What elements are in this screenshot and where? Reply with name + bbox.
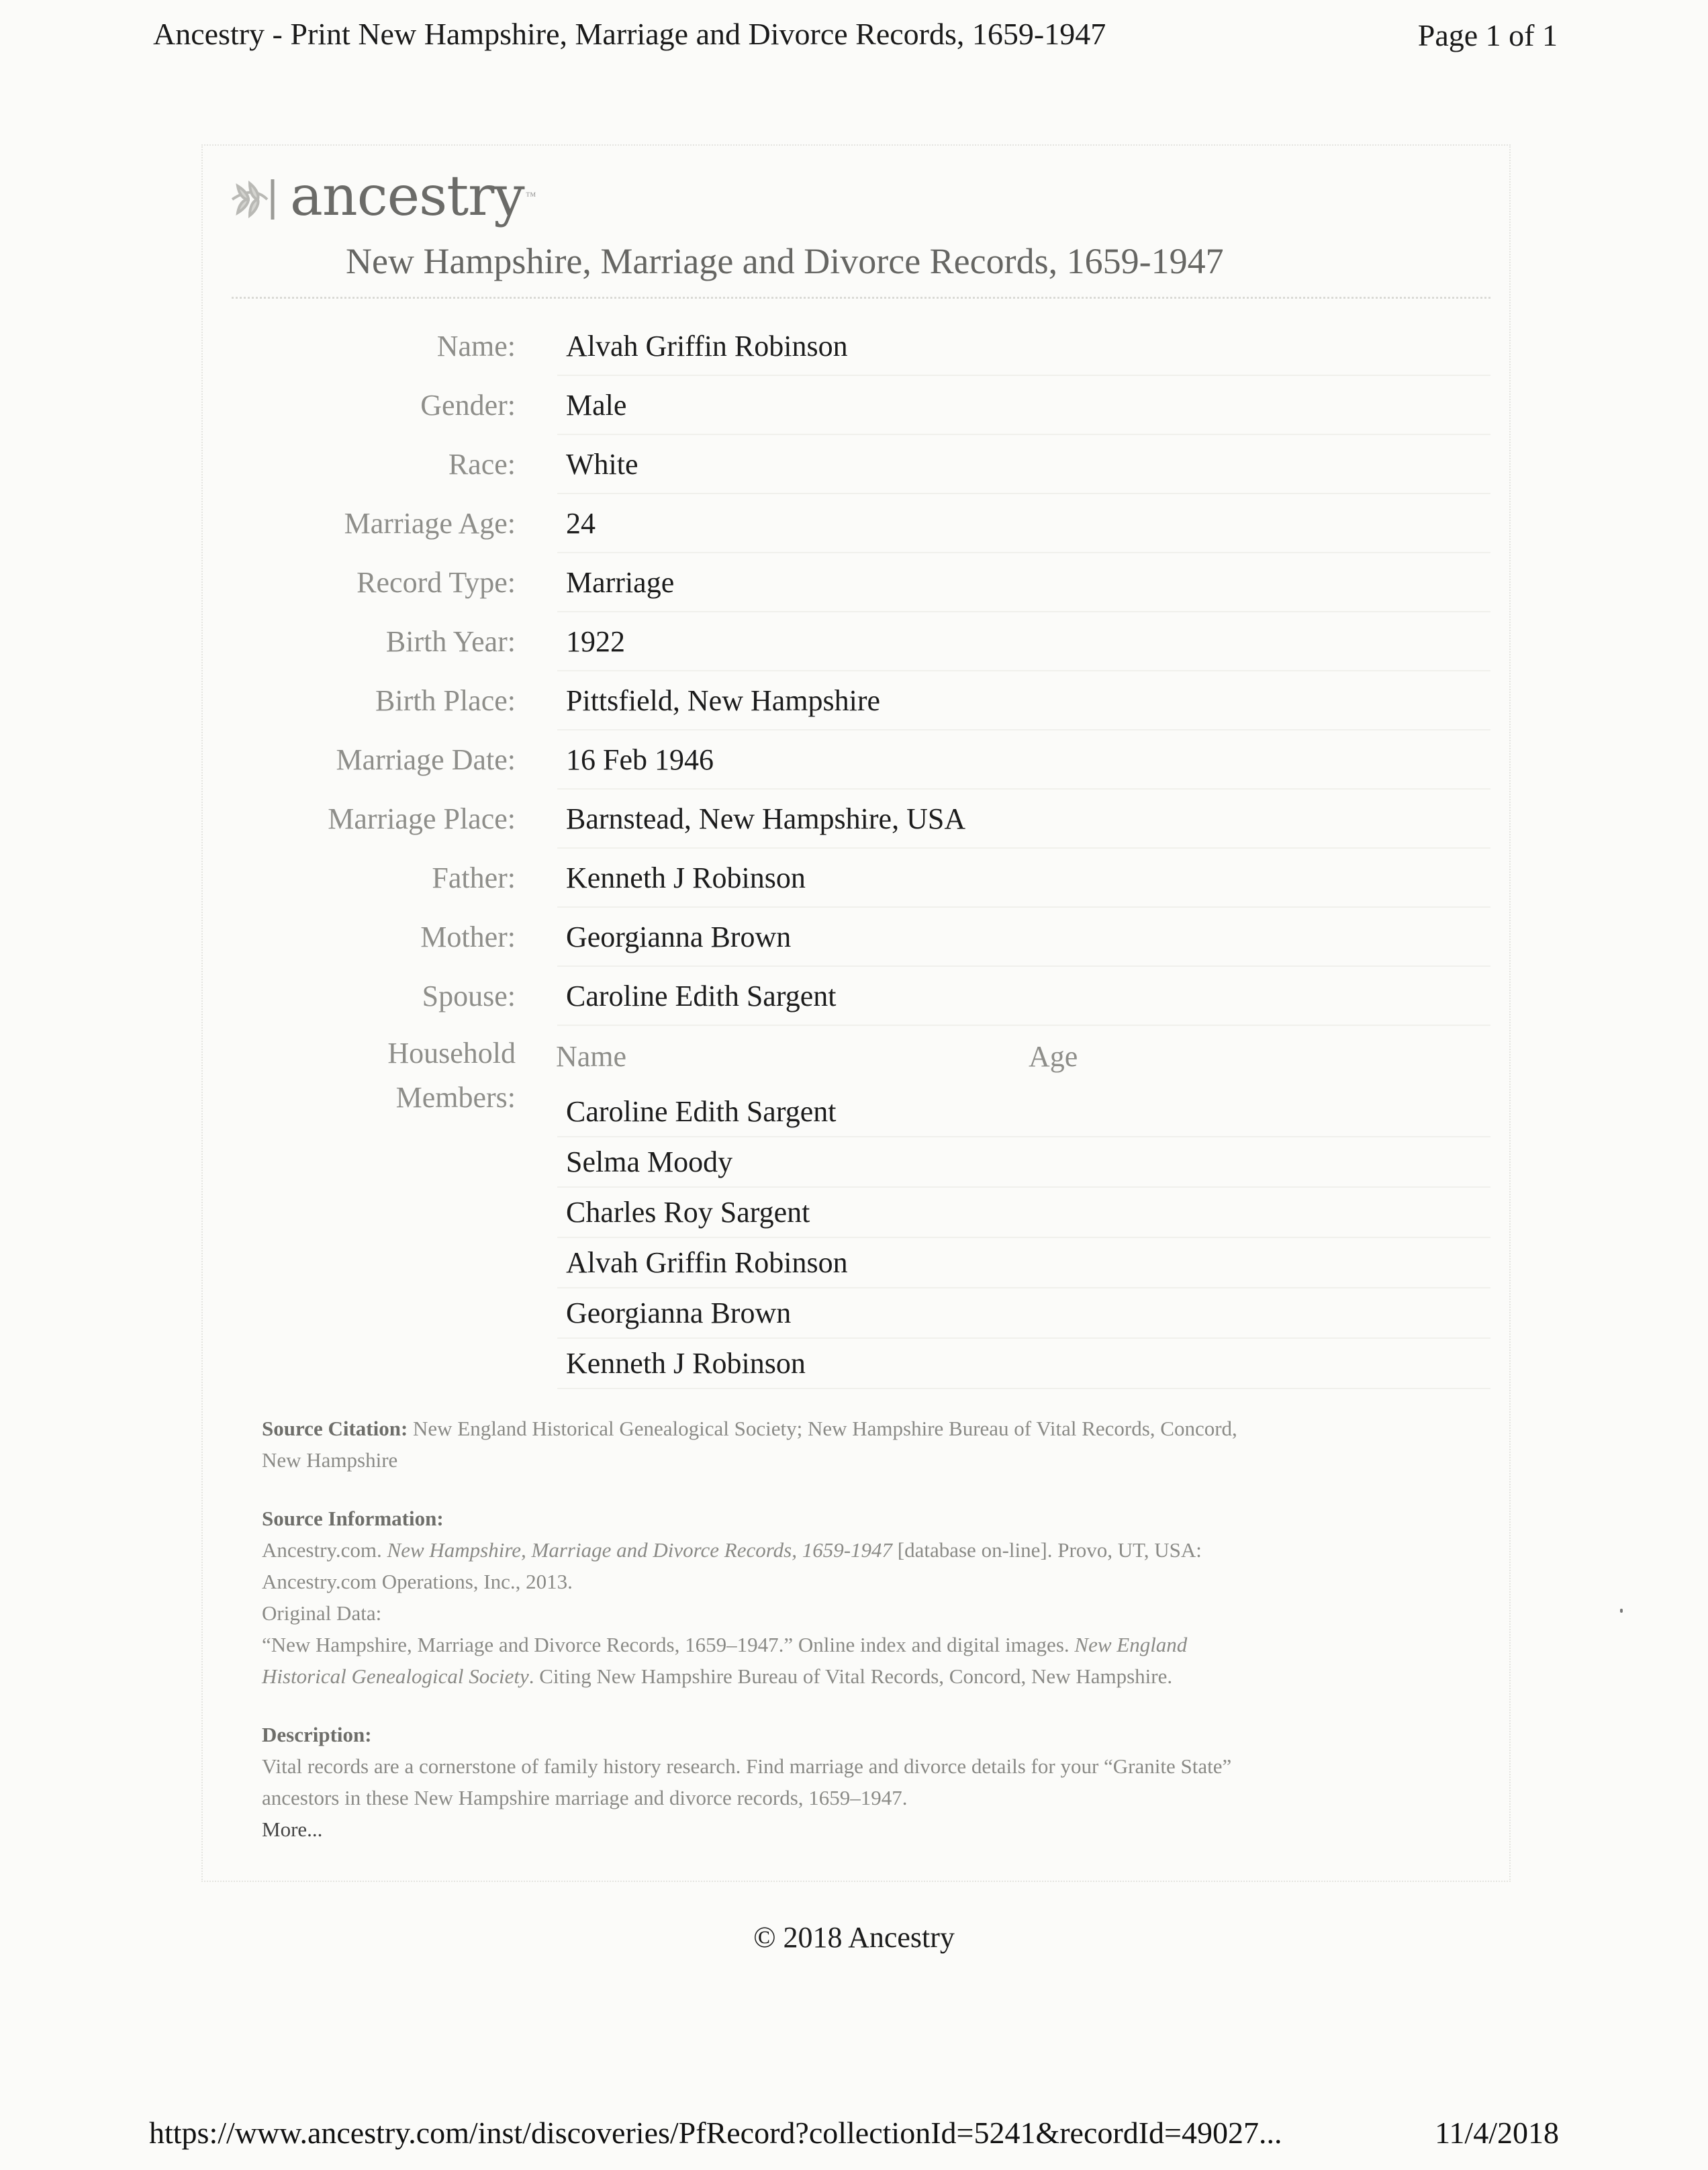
field-value: Kenneth J Robinson bbox=[566, 861, 806, 894]
row-divider bbox=[557, 552, 1490, 553]
row-divider bbox=[557, 965, 1490, 967]
ancestry-leaf-icon bbox=[228, 170, 287, 224]
row-divider bbox=[557, 493, 1490, 494]
field-label: Mother: bbox=[420, 921, 516, 953]
field-value: Caroline Edith Sargent bbox=[566, 980, 837, 1012]
title-divider bbox=[232, 297, 1490, 299]
field-label: Marriage Date: bbox=[336, 743, 516, 776]
field-value: 16 Feb 1946 bbox=[566, 743, 714, 776]
field-value: Male bbox=[566, 389, 627, 422]
row-divider bbox=[557, 434, 1490, 435]
field-label: Spouse: bbox=[422, 980, 516, 1012]
row-divider bbox=[557, 729, 1490, 730]
field-value: Alvah Griffin Robinson bbox=[566, 330, 848, 363]
field-value: 24 bbox=[566, 507, 596, 540]
household-col-age: Age bbox=[1029, 1040, 1078, 1073]
field-value: White bbox=[566, 448, 638, 481]
field-label: Birth Year: bbox=[385, 625, 516, 658]
source-information: Source Information: Ancestry.com. New Hampshire, Marriage and Divorce Records, 1659-1947 [database on-line]. Provo, UT, USA: Ancestry.com Operations, Inc., 2013. Original Data: “New Hampshire, Marriage and Divorce Records, 1659–1947.” Online index and digital images. New England Historical Genealogical Society. Citing New Hampshire Bureau of Vital Records, Concord, New Hampshire. bbox=[262, 1507, 1202, 1688]
more-link[interactable]: More... bbox=[262, 1818, 323, 1841]
trademark-mark: ™ bbox=[525, 191, 536, 202]
row-divider bbox=[557, 375, 1490, 376]
field-label: Marriage Place: bbox=[328, 802, 516, 835]
row-divider bbox=[557, 1237, 1490, 1238]
print-header-page-number: Page 1 of 1 bbox=[1417, 18, 1558, 52]
household-col-name: Name bbox=[556, 1040, 627, 1073]
field-value: Marriage bbox=[566, 566, 675, 599]
row-divider bbox=[557, 1186, 1490, 1188]
row-divider bbox=[557, 1025, 1490, 1026]
field-label: Race: bbox=[448, 448, 516, 481]
field-label: Marriage Age: bbox=[344, 507, 516, 540]
row-divider bbox=[557, 1388, 1490, 1389]
row-divider bbox=[557, 847, 1490, 849]
field-value: Georgianna Brown bbox=[566, 921, 792, 953]
row-divider bbox=[557, 788, 1490, 790]
household-member-name: Charles Roy Sargent bbox=[566, 1196, 810, 1229]
row-divider bbox=[557, 906, 1490, 908]
copyright: © 2018 Ancestry bbox=[753, 1921, 955, 1954]
household-member-name: Selma Moody bbox=[566, 1145, 733, 1178]
household-members-label: Household Members: bbox=[387, 1037, 516, 1114]
logo-wordmark: ancestry bbox=[290, 164, 524, 228]
row-divider bbox=[557, 611, 1490, 612]
field-label: Birth Place: bbox=[375, 684, 516, 717]
footer-date: 11/4/2018 bbox=[1435, 2116, 1559, 2150]
ancestry-logo bbox=[228, 160, 536, 234]
household-member-name: Kenneth J Robinson bbox=[566, 1347, 806, 1380]
footer-url: https://www.ancestry.com/inst/discoveries/PfRecord?collectionId=5241&recordId=49027... bbox=[149, 2116, 1282, 2150]
field-value: 1922 bbox=[566, 625, 625, 658]
field-value: Barnstead, New Hampshire, USA bbox=[566, 802, 966, 835]
household-member-name: Caroline Edith Sargent bbox=[566, 1095, 837, 1128]
row-divider bbox=[557, 670, 1490, 671]
row-divider bbox=[557, 1287, 1490, 1288]
scan-speck bbox=[1620, 1609, 1623, 1613]
row-divider bbox=[557, 1136, 1490, 1137]
field-label: Name: bbox=[436, 330, 516, 363]
field-label: Father: bbox=[432, 861, 516, 894]
household-member-name: Georgianna Brown bbox=[566, 1296, 792, 1329]
field-label: Gender: bbox=[420, 389, 516, 422]
collection-title: New Hampshire, Marriage and Divorce Records, 1659-1947 bbox=[346, 241, 1224, 281]
field-label: Record Type: bbox=[357, 566, 516, 599]
print-header-title: Ancestry - Print New Hampshire, Marriage and Divorce Records, 1659-1947 bbox=[153, 17, 1106, 51]
source-citation: Source Citation: New England Historical Genealogical Society; New Hampshire Bureau of Vital Records, Concord, New Hampshire bbox=[262, 1417, 1237, 1472]
row-divider bbox=[557, 1337, 1490, 1339]
field-value: Pittsfield, New Hampshire bbox=[566, 684, 881, 717]
description: Description: Vital records are a cornerstone of family history research. Find marriage and divorce details for your “Granite State” ancestors in these New Hampshire marriage and divorce records, 1659–1947. More... bbox=[262, 1719, 1470, 1845]
household-member-name: Alvah Griffin Robinson bbox=[566, 1246, 848, 1279]
